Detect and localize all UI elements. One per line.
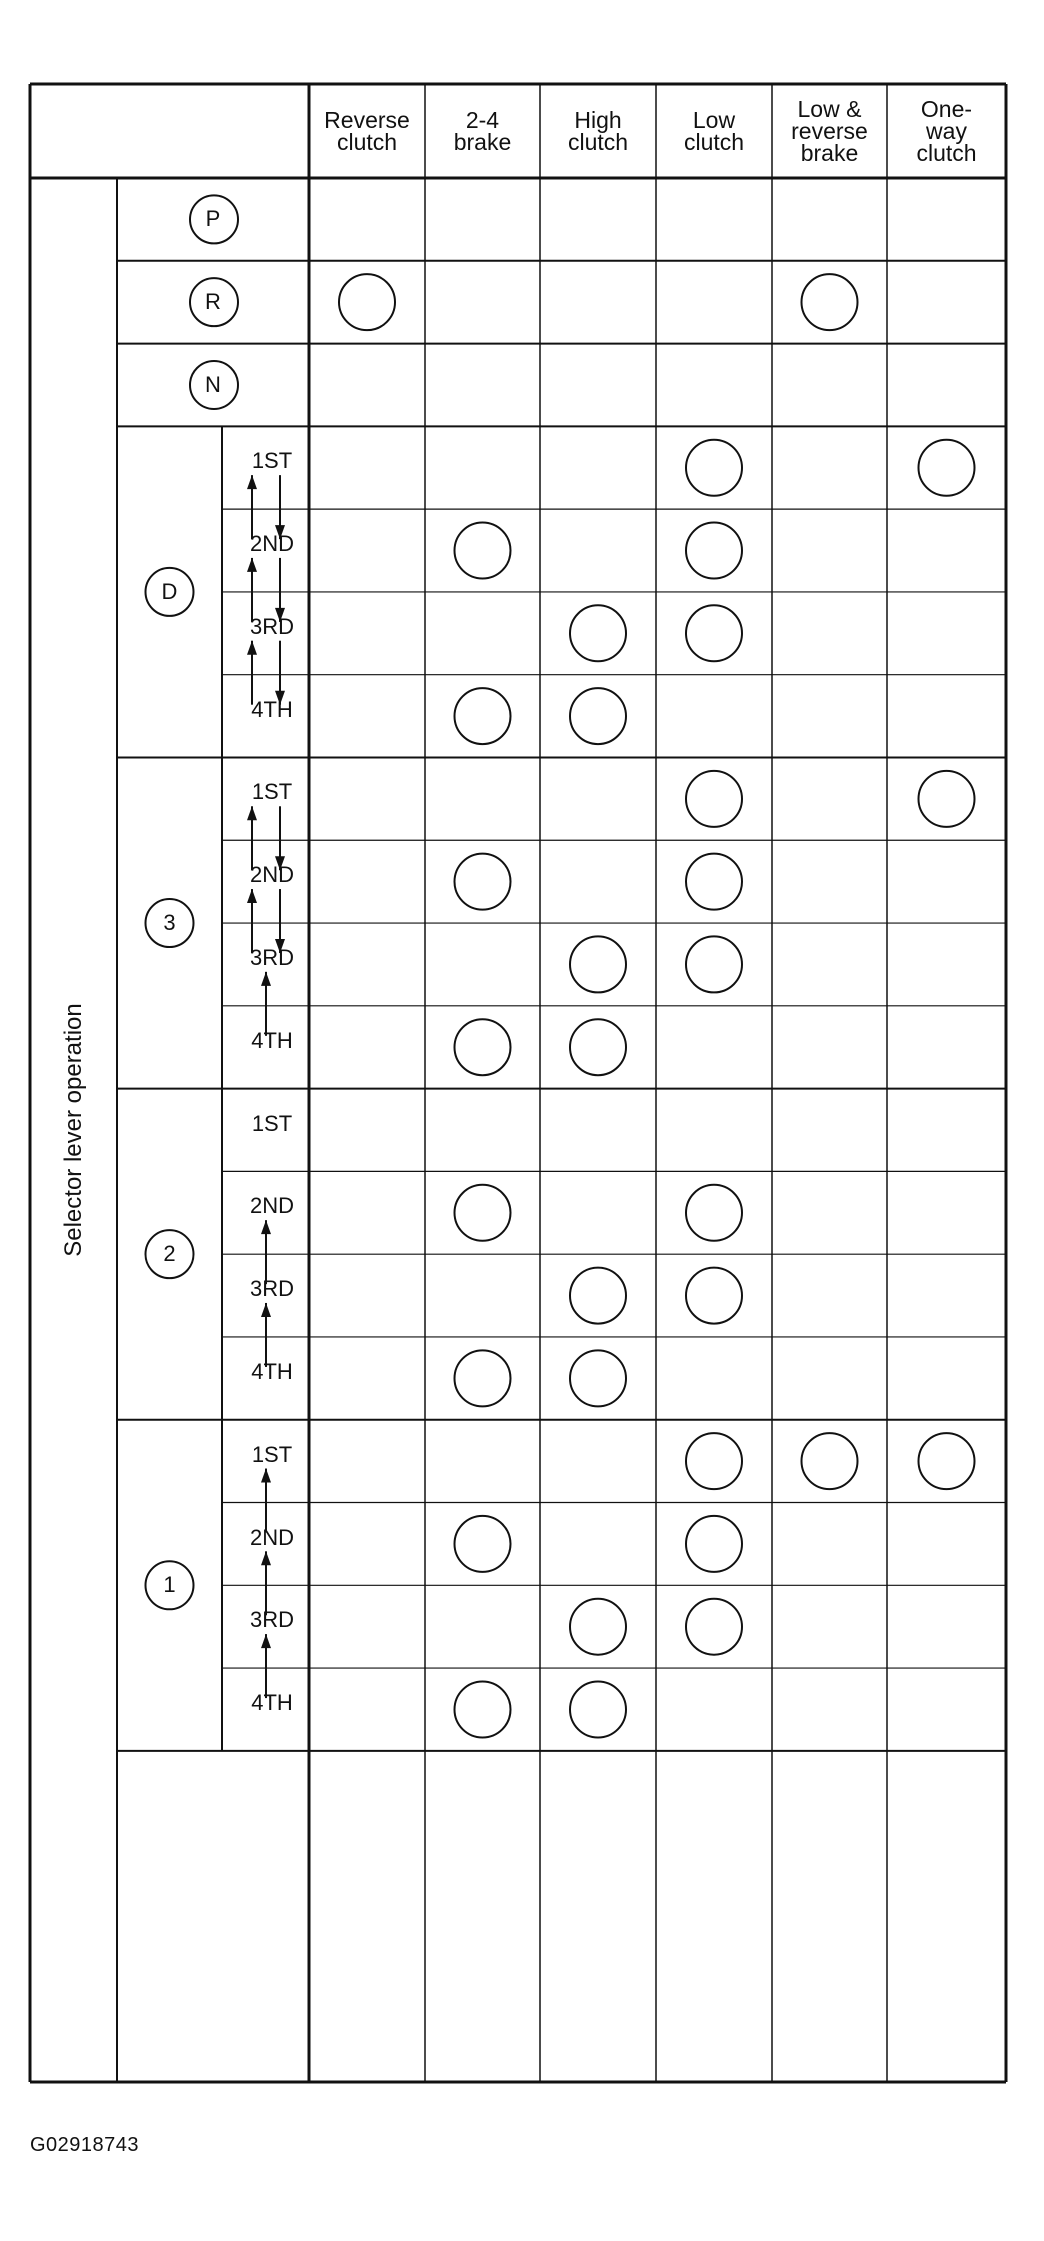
column-header: One- way clutch <box>916 96 977 166</box>
column-header: Reverse clutch <box>324 107 410 155</box>
engaged-marker <box>686 1599 742 1655</box>
engaged-marker <box>455 688 511 744</box>
upshift-arrow-icon <box>247 889 257 903</box>
engaged-marker <box>686 1433 742 1489</box>
gear-label: 1ST <box>251 779 293 805</box>
column-header: 2-4 brake <box>453 107 512 155</box>
engaged-marker <box>455 854 511 910</box>
engaged-marker <box>339 274 395 330</box>
upshift-arrow-icon <box>261 972 271 986</box>
engaged-marker <box>686 1185 742 1241</box>
gear-label: 4TH <box>251 1690 293 1716</box>
engaged-marker <box>455 1516 511 1572</box>
selector-position-N: N <box>205 371 221 397</box>
gear-label: 3RD <box>249 1276 294 1302</box>
engaged-marker <box>686 1516 742 1572</box>
engaged-marker <box>686 1268 742 1324</box>
side-label: Selector lever operation <box>59 1003 87 1257</box>
upshift-arrow-icon <box>261 1303 271 1317</box>
engaged-marker <box>686 771 742 827</box>
selector-position-1: 1 <box>163 1572 176 1598</box>
selector-position-D: D <box>161 578 178 604</box>
engaged-marker <box>686 440 742 496</box>
gear-label: 1ST <box>251 448 293 474</box>
upshift-arrow-icon <box>261 1220 271 1234</box>
selector-position-3: 3 <box>163 910 176 936</box>
engaged-marker <box>570 936 626 992</box>
engaged-marker <box>570 1599 626 1655</box>
engaged-marker <box>686 854 742 910</box>
engaged-marker <box>570 688 626 744</box>
gear-label: 3RD <box>249 945 294 971</box>
engaged-marker <box>686 523 742 579</box>
upshift-arrow-icon <box>247 558 257 572</box>
engaged-marker <box>570 1268 626 1324</box>
selector-position-P: P <box>205 206 221 232</box>
engaged-marker <box>570 1681 626 1737</box>
engaged-marker <box>570 1350 626 1406</box>
engaged-marker <box>455 1350 511 1406</box>
gear-label: 4TH <box>251 696 293 722</box>
column-header: High clutch <box>567 107 629 155</box>
engaged-marker <box>919 1433 975 1489</box>
engaged-marker <box>802 274 858 330</box>
upshift-arrow-icon <box>247 475 257 489</box>
gear-label: 3RD <box>249 613 294 639</box>
gear-label: 4TH <box>251 1358 293 1384</box>
selector-position-R: R <box>205 289 221 315</box>
upshift-arrow-icon <box>261 1551 271 1565</box>
gear-label: 2ND <box>249 1524 294 1550</box>
upshift-arrow-icon <box>247 806 257 820</box>
gear-label: 2ND <box>249 1193 294 1219</box>
engaged-marker <box>919 440 975 496</box>
column-header: Low clutch <box>683 107 745 155</box>
gear-label: 1ST <box>251 1441 293 1467</box>
engaged-marker <box>686 605 742 661</box>
gear-label: 4TH <box>251 1027 293 1053</box>
engaged-marker <box>570 1019 626 1075</box>
upshift-arrow-icon <box>261 1469 271 1483</box>
upshift-arrow-icon <box>247 641 257 655</box>
column-header: Low & reverse brake <box>791 96 868 166</box>
engaged-marker <box>919 771 975 827</box>
engaged-marker <box>455 1185 511 1241</box>
figure-id: G02918743 <box>30 2134 140 2156</box>
gear-label: 3RD <box>249 1607 294 1633</box>
engaged-marker <box>570 605 626 661</box>
selector-position-2: 2 <box>163 1241 176 1267</box>
engaged-marker <box>686 936 742 992</box>
gear-label: 2ND <box>249 862 294 888</box>
gear-label: 1ST <box>251 1110 293 1136</box>
gear-label: 2ND <box>249 531 294 557</box>
engaged-marker <box>455 523 511 579</box>
engaged-marker <box>455 1019 511 1075</box>
upshift-arrow-icon <box>261 1634 271 1648</box>
engaged-marker <box>455 1681 511 1737</box>
engaged-marker <box>802 1433 858 1489</box>
